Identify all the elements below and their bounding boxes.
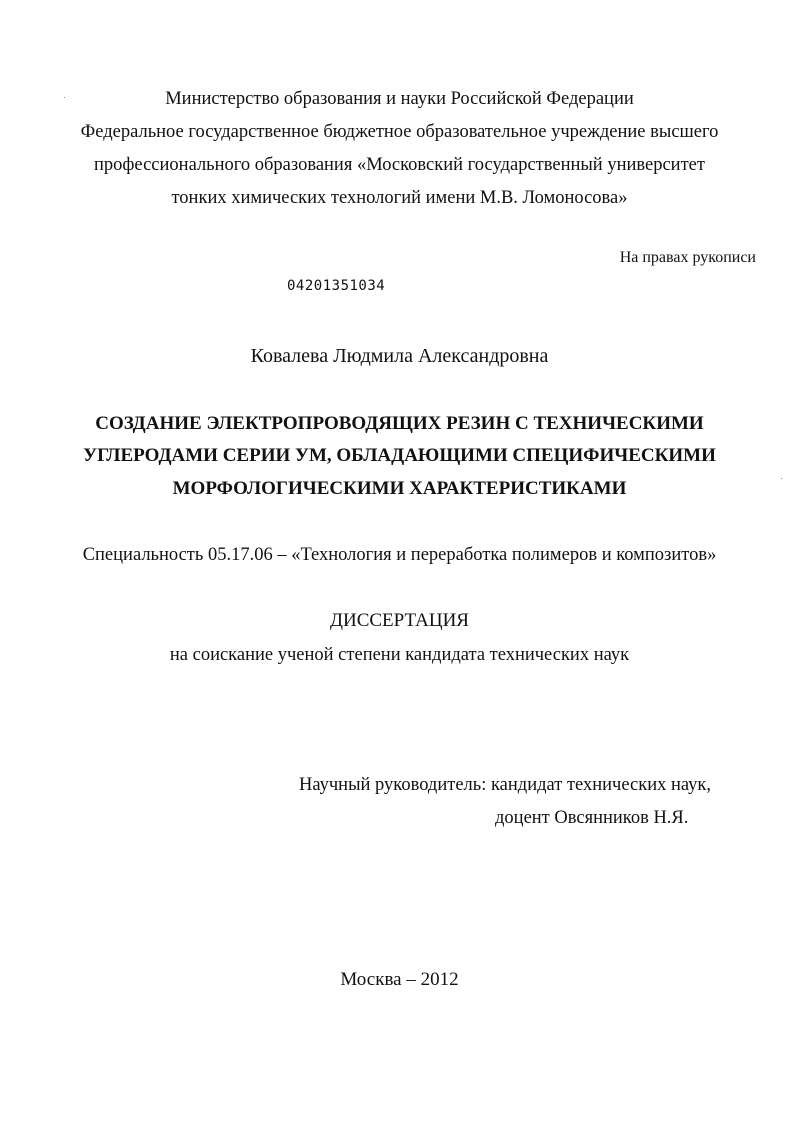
- manuscript-rights-note: На правах рукописи: [619, 249, 756, 266]
- degree-line: на соискание ученой степени кандидата технических наук: [169, 645, 630, 665]
- supervisor-line-2: доцент Овсянников Н.Я.: [495, 808, 689, 828]
- ministry-line: Министерство образования и науки Российской Федерации: [165, 89, 634, 109]
- author-name: Ковалева Людмила Александровна: [250, 345, 549, 367]
- institution-line-2: профессионального образования «Московский государственный университет: [94, 155, 705, 175]
- specialty-line: Специальность 05.17.06 – «Технология и переработка полимеров и композитов»: [82, 545, 717, 565]
- institution-line-1: Федеральное государственное бюджетное образовательное учреждение высшего: [80, 122, 719, 142]
- archive-stamp-number: 04201351034: [287, 278, 386, 294]
- title-line-2: УГЛЕРОДАМИ СЕРИИ УМ, ОБЛАДАЮЩИМИ СПЕЦИФИЧЕСКИМИ: [83, 445, 716, 466]
- title-line-1: СОЗДАНИЕ ЭЛЕКТРОПРОВОДЯЩИХ РЕЗИН С ТЕХНИЧЕСКИМИ: [95, 413, 704, 434]
- scan-speck: [64, 97, 65, 98]
- document-type: ДИССЕРТАЦИЯ: [330, 610, 469, 631]
- supervisor-line-1: Научный руководитель: кандидат технических наук,: [299, 775, 712, 795]
- place-year: Москва – 2012: [340, 969, 459, 990]
- scan-speck: [781, 478, 782, 479]
- title-line-3: МОРФОЛОГИЧЕСКИМИ ХАРАКТЕРИСТИКАМИ: [172, 478, 627, 499]
- institution-line-3: тонких химических технологий имени М.В. Ломоносова»: [171, 188, 628, 208]
